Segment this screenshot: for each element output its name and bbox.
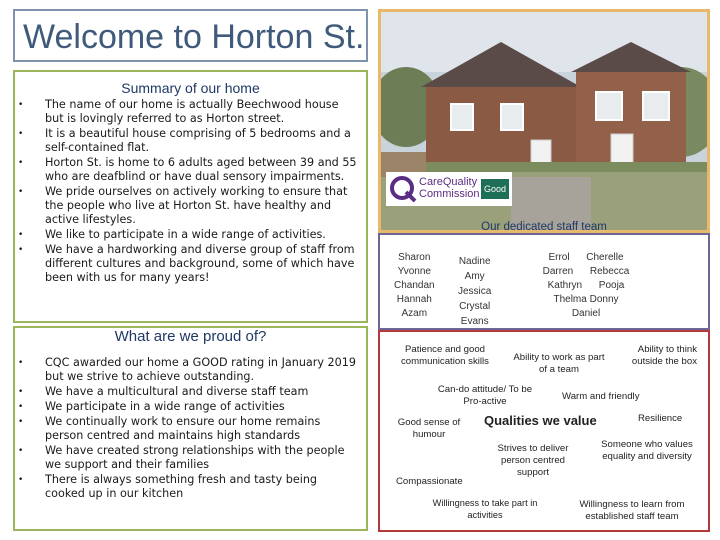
bullet-icon: • [18,230,24,241]
summary-item: • It is a beautiful house comprising of 5 bedrooms and a self-contained flat. [18,127,351,155]
value-strives: Strives to deliver person centred support [497,443,569,478]
staff-name: Nadine [458,256,491,267]
staff-name: Jessica [458,286,492,297]
values-section [378,330,710,532]
staff-name: Errol [548,252,570,263]
staff-name: Yvonne [397,266,431,277]
summary-item: • We like to participate in a wide range of activities. [18,228,326,242]
values-title: Qualities we value [484,413,597,428]
summary-item: • We pride ourselves on actively working to ensure that the people who live at Horton St. have healthy and active lifestyles. [18,185,348,227]
staff-section [378,221,710,330]
staff-name: Kathryn [547,280,583,291]
value-willing-learn: Willingness to learn from established staff team [579,499,685,522]
staff-name: Rebecca [589,266,630,277]
summary-item: • Horton St. is home to 6 adults aged between 39 and 55 who are deafblind or have dual sensory impairments. [18,156,357,184]
staff-name: Cherelle [586,252,624,263]
summary-list [15,98,366,286]
bullet-icon: • [18,100,24,110]
staff-name: Daniel [571,308,601,319]
bullet-icon: • [18,474,24,485]
value-can-do: Can-do attitude/ To be Pro-active [437,384,533,407]
staff-name: Amy [464,271,485,282]
staff-name: Sharon [398,252,431,263]
value-equality: Someone who values equality and diversity [601,439,693,462]
staff-name: Darren [542,266,574,277]
proud-item: • We have a multicultural and diverse staff team [18,385,309,398]
cqc-rating-badge: Good [481,179,509,199]
staff-name: Hannah [396,294,432,305]
value-compassionate: Compassionate [396,476,463,487]
summary-heading: Summary of our home [121,80,260,96]
proud-heading: What are we proud of? [114,328,267,345]
summary-section [13,70,368,323]
bullet-icon: • [18,416,24,427]
bullet-icon: • [18,401,24,412]
staff-column-2 [458,254,491,329]
staff-heading: Our dedicated staff team [481,221,607,233]
value-warm: Warm and friendly [562,391,640,402]
proud-item: • We have created strong relationships with the people we support and their families [18,443,345,471]
bullet-icon: • [18,387,24,397]
bullet-icon: • [18,187,24,197]
house-photo [378,9,710,233]
staff-name: Azam [401,308,428,319]
proud-item: • There is always something fresh and tasty being cooked up in our kitchen [18,472,318,500]
bullet-icon: • [18,445,24,456]
value-willing-part: Willingness to take part in activities [432,498,538,520]
bullet-icon: • [18,158,24,168]
proud-item: • CQC awarded our home a GOOD rating in January 2019 but we strive to achieve outstanding. [18,356,357,384]
proud-section [13,326,368,531]
value-ability-think: Ability to think outside the box [631,344,697,367]
staff-name: Thelma [553,294,587,305]
cqc-name-line2: Commission [419,188,480,200]
bullet-icon: • [18,245,24,255]
bullet-icon: • [18,129,24,139]
staff-column-1 [394,251,435,321]
summary-item: • We have a hardworking and diverse group of staff from different cultures and background, some of which have been with us for many years! [18,243,355,285]
title-box [13,9,368,62]
staff-name: Pooja [598,280,625,291]
bullet-icon: • [18,358,24,368]
proud-list [15,356,366,502]
value-ability-work: Ability to work as part of a team [513,352,605,375]
staff-column-3 [520,251,652,321]
proud-item: • We continually work to ensure our home remains person centred and maintains high standards [18,414,321,442]
staff-name: Crystal [459,301,491,312]
staff-name: Donny [589,294,619,305]
proud-item: • We participate in a wide range of activities [18,399,285,413]
page-title: Welcome to Horton St. [23,18,365,56]
cqc-q-icon [388,174,418,204]
value-resilience: Resilience [638,413,683,424]
staff-name: Evans [460,316,489,327]
staff-name: Chandan [394,280,435,291]
value-patience: Patience and good communication skills [401,344,489,367]
cqc-name-line1: CareQuality [419,176,478,188]
value-humour: Good sense of humour [397,417,461,440]
summary-item: • The name of our home is actually Beechwood house but is lovingly referred to as Horton street. [18,98,339,126]
